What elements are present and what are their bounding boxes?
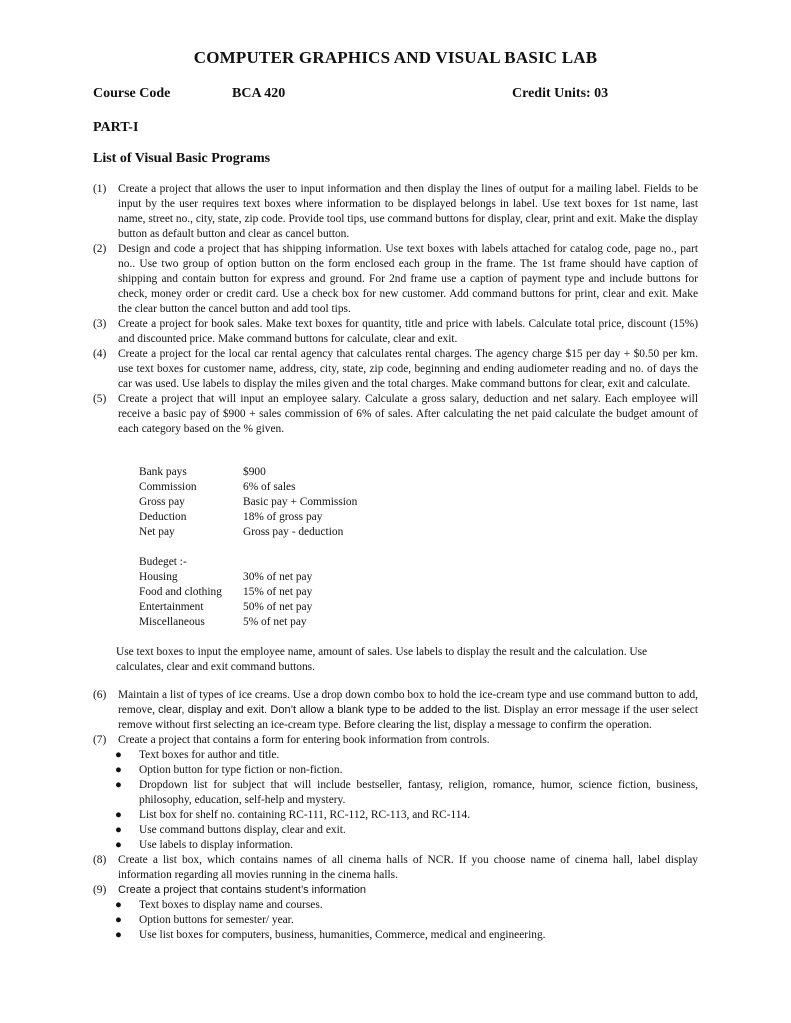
item-text: Create a list box, which contains names of all cinema halls of NCR. If you choose name of cinema hall, label display information regarding all movies running in the cinema halls. bbox=[118, 854, 698, 881]
table-row bbox=[139, 525, 357, 540]
item7-bullets bbox=[93, 748, 698, 853]
item-number: (5) bbox=[93, 393, 107, 405]
bullet-icon: ● bbox=[115, 809, 122, 821]
row-value: 18% of gross pay bbox=[243, 511, 323, 523]
program-list-a bbox=[93, 182, 698, 437]
bullet-item: ● List box for shelf no. containing RC-111, RC-112, RC-113, and RC-114. bbox=[115, 809, 471, 821]
bullet-icon: ● bbox=[115, 824, 122, 836]
item6-text-a: Maintain a list of types of ice creams. Use a drop down combo box to hold the ice-cream type and use command button to add, remove, bbox=[118, 689, 698, 716]
list-item bbox=[93, 182, 698, 242]
list-item bbox=[93, 347, 698, 392]
row-label: Entertainment bbox=[139, 601, 204, 613]
bullet-icon: ● bbox=[115, 929, 122, 941]
bullet-item: ● Use labels to display information. bbox=[115, 839, 294, 851]
item-number: (8) bbox=[93, 854, 107, 866]
item-number: (4) bbox=[93, 348, 107, 360]
list-item bbox=[93, 883, 698, 898]
course-code-value: BCA 420 bbox=[232, 86, 286, 101]
row-label: Commission bbox=[139, 481, 197, 493]
row-value: 15% of net pay bbox=[243, 586, 313, 598]
bullet-icon: ● bbox=[115, 839, 122, 851]
row-value: 30% of net pay bbox=[243, 571, 313, 583]
row-label: Food and clothing bbox=[139, 586, 222, 598]
item-number: (9) bbox=[93, 884, 107, 896]
table-row bbox=[139, 465, 357, 480]
list-item bbox=[93, 317, 698, 347]
bullet-item: ● Dropdown list for subject that will include bestseller, fantasy, religion, romance, humor, science fiction, business, philosophy, education, self-help and mystery. bbox=[115, 779, 698, 806]
part-heading: PART-I bbox=[93, 120, 139, 135]
course-code-label: Course Code bbox=[93, 86, 171, 101]
row-label: Deduction bbox=[139, 511, 187, 523]
bullet-item: ● Option buttons for semester/ year. bbox=[115, 914, 294, 926]
item-number: (1) bbox=[93, 183, 107, 195]
item-number: (7) bbox=[93, 734, 107, 746]
row-label: Miscellaneous bbox=[139, 616, 205, 628]
row-value: 50% of net pay bbox=[243, 601, 313, 613]
bullet-icon: ● bbox=[115, 764, 122, 776]
item6-text-c: Display an error message if the user select remove without first selecting an ice-cream type. Before clearing the list, display a message to confirm the operation. bbox=[118, 704, 698, 731]
row-value: 5% of net pay bbox=[243, 616, 307, 628]
item5-note: Use text boxes to input the employee name, amount of sales. Use labels to display the result and the calculation. Use calculates, clear and exit command buttons. bbox=[116, 646, 648, 673]
item6-text-b: clear, display and exit. Don’t allow a blank type to be added to the list. bbox=[158, 704, 501, 716]
row-label: Net pay bbox=[139, 526, 175, 538]
bullet-item: ● Text boxes to display name and courses. bbox=[115, 899, 323, 911]
item-number: (6) bbox=[93, 689, 107, 701]
row-value: $900 bbox=[243, 466, 266, 478]
row-value: Basic pay + Commission bbox=[243, 496, 358, 508]
item-text: Create a project that allows the user to input information and then display the lines of output for a mailing label. Fields to be input by the user requires text boxes where information to be displayed belongs in label. Use text boxes for 1st name, last name, street no., city, state, zip code. Provide tool tips, use command buttons for display, clear, print and exit. Make the display button as default button and clear as cancel button. bbox=[118, 183, 698, 240]
bullet-item: ● Option button for type fiction or non-fiction. bbox=[115, 764, 343, 776]
table-row bbox=[139, 585, 312, 600]
item-text: Create a project for book sales. Make text boxes for quantity, title and price with labels. Calculate total price, discount (15%) and discounted price. Make command buttons for calculate, clear and exit. bbox=[118, 318, 698, 345]
row-label: Housing bbox=[139, 571, 178, 583]
bullet-item: ● Use list boxes for computers, business, humanities, Commerce, medical and engineering. bbox=[115, 929, 546, 941]
table-row bbox=[139, 495, 357, 510]
item-number: (2) bbox=[93, 243, 107, 255]
item-text: Create a project that contains a form for entering book information from controls. bbox=[118, 734, 490, 746]
list-item bbox=[93, 733, 698, 748]
item-text: Create a project that contains student’s information bbox=[118, 884, 367, 896]
row-label: Gross pay bbox=[139, 496, 185, 508]
bullet-item: ● Use command buttons display, clear and exit. bbox=[115, 824, 346, 836]
item-text: Create a project for the local car rental agency that calculates rental charges. The agency charge $15 per day + $0.50 per km. use text boxes for customer name, address, city, state, zip code, beginning and ending audiometer reading and no. of days the car was used. Use labels to display the miles given and the total charges. Make command buttons for clear, exit and calculate. bbox=[118, 348, 698, 390]
credit-units: Credit Units: 03 bbox=[512, 86, 609, 101]
program-list-b bbox=[93, 688, 698, 943]
item9-bullets bbox=[93, 898, 698, 943]
bullet-icon: ● bbox=[115, 779, 122, 791]
section-subtitle: List of Visual Basic Programs bbox=[93, 151, 271, 166]
bullet-icon: ● bbox=[115, 749, 122, 761]
bullet-icon: ● bbox=[115, 899, 122, 911]
bullet-item: ● Text boxes for author and title. bbox=[115, 749, 280, 761]
row-value: 6% of sales bbox=[243, 481, 296, 493]
bullet-icon: ● bbox=[115, 914, 122, 926]
table-row bbox=[139, 615, 312, 630]
budget-table bbox=[139, 570, 312, 630]
salary-table bbox=[139, 465, 357, 540]
table-row bbox=[139, 510, 357, 525]
item-text bbox=[118, 688, 698, 733]
table-row bbox=[139, 570, 312, 585]
table-row bbox=[139, 600, 312, 615]
list-item bbox=[93, 688, 698, 733]
item-text: Design and code a project that has shipping information. Use text boxes with labels attached for catalog code, page no., part no.. Use two group of option button on the form enclosed each group in the frame. The 1st frame should have caption of shipping and contain button for express and ground. For 2nd frame use a caption of payment type and include buttons for check, money order or credit card. Use a check box for new customer. Add command buttons for print, clear and exit. Make the clear button the cancel button and add tool tips. bbox=[118, 243, 698, 315]
table-row bbox=[139, 480, 357, 495]
item-text: Create a project that will input an employee salary. Calculate a gross salary, deduction and net salary. Each employee will receive a basic pay of $900 + sales commission of 6% of sales. After calculating the net paid calculate the budget amount of each category based on the % given. bbox=[118, 393, 698, 435]
list-item bbox=[93, 853, 698, 883]
list-item bbox=[93, 392, 698, 437]
row-label: Bank pays bbox=[139, 466, 187, 478]
page-title: COMPUTER GRAPHICS AND VISUAL BASIC LAB bbox=[193, 48, 598, 67]
budget-heading: Budeget :- bbox=[139, 556, 187, 568]
list-item bbox=[93, 242, 698, 317]
row-value: Gross pay - deduction bbox=[243, 526, 344, 538]
item-number: (3) bbox=[93, 318, 107, 330]
